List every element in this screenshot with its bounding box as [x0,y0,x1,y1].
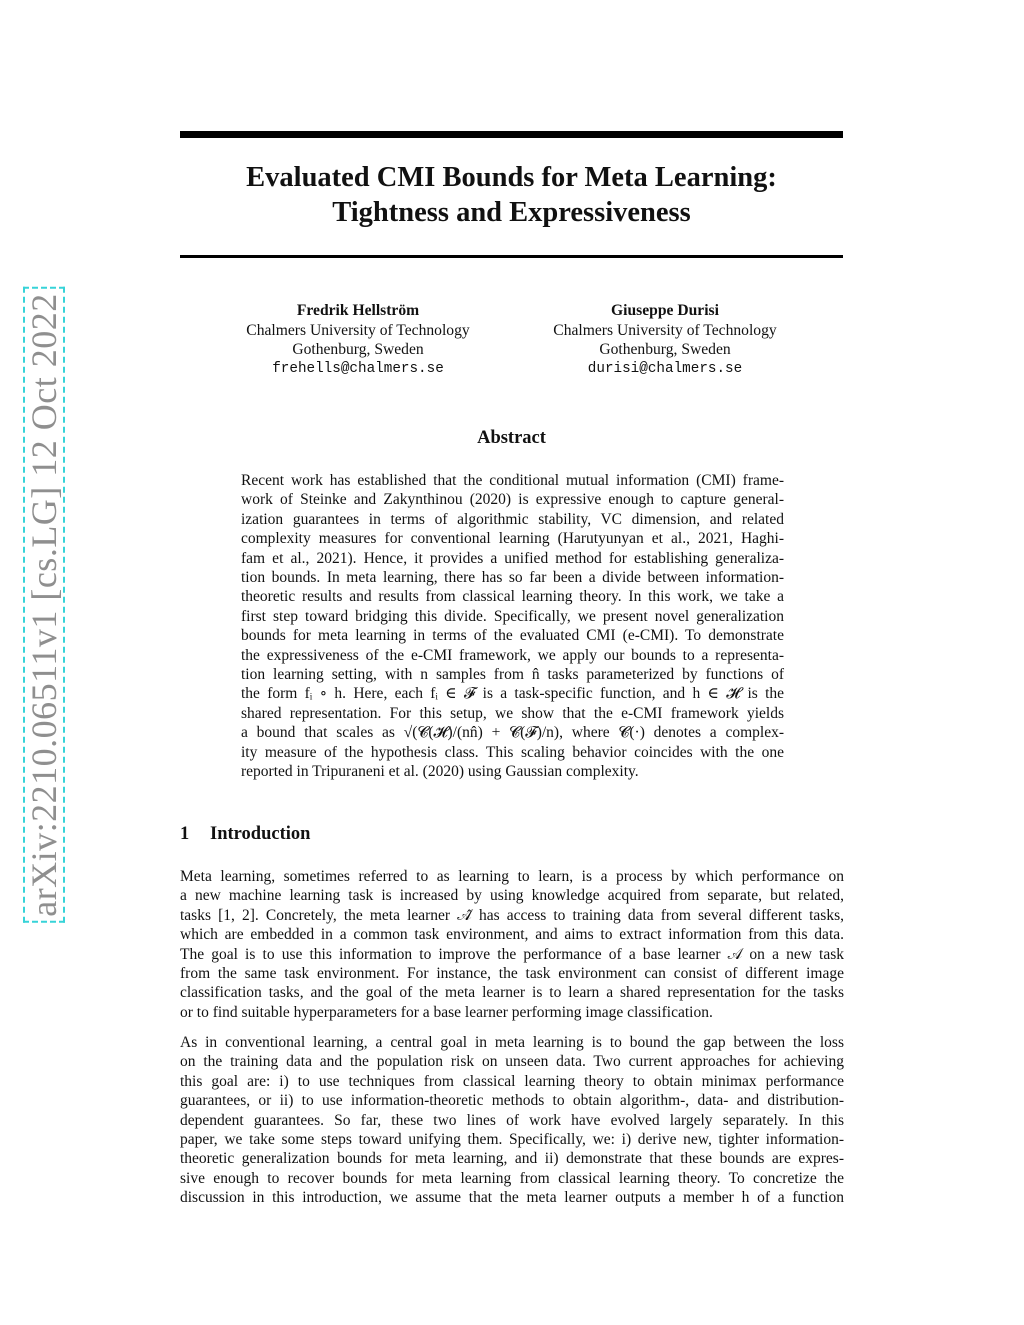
paper-title [180,160,843,230]
title-bottom-rule [180,255,843,258]
abstract-line: complexity measures for conventional learning (Harutyunyan et al., 2021, Haghi- [241,530,784,548]
body-line: As in conventional learning, a central goal in meta learning is to bound the gap between the loss [180,1034,844,1051]
body-line: guarantees, or ii) to use information-theoretic methods to obtain algorithm-, data- and distribution- [180,1092,844,1110]
body-line: this goal are: i) to use techniques from classical learning theory to obtain minimax performance [180,1072,844,1090]
abstract-line: reported in Tripuraneni et al. (2020) using Gaussian complexity. [241,763,639,781]
author-block [208,301,508,379]
abstract-line: a bound that scales as √(𝓒(𝓗)/(nn̂) + 𝓒(𝓕)/n), where 𝓒(·) denotes a complex- [241,724,784,742]
abstract-line: tion bounds. In meta learning, there has so far been a divide between information- [241,569,784,587]
author-affiliation: Chalmers University of Technology [246,321,470,339]
author-block [515,301,815,379]
author-email: frehells@chalmers.se [272,360,444,377]
body-line: which are embedded in a common task environment, and aims to extract information from this data. [180,926,844,944]
abstract-line: work of Steinke and Zakynthinou (2020) is expressive enough to capture general- [241,491,784,509]
abstract-line: fam et al., 2021). Hence, it provides a unified method for establishing generaliza- [241,549,784,567]
author-location: Gothenburg, Sweden [599,341,731,359]
body-line: theoretic generalization bounds for meta learning, and ii) demonstrate that these bounds are expres- [180,1150,844,1168]
section-title: Introduction [210,824,311,844]
abstract-line: theoretic results and results from classical learning theory. In this work, we take a [241,588,784,606]
section-heading [180,824,310,845]
body-line: classification tasks, and the goal of the meta learner is to learn a shared representation for the tasks [180,984,844,1002]
arxiv-stamp[interactable]: arXiv:2210.06511v1 [cs.LG] 12 Oct 2022 [23,287,65,923]
body-line: tasks [1, 2]. Concretely, the meta learner 𝒜̂ has access to training data from several different tasks, [180,906,844,924]
body-line: Meta learning, sometimes referred to as learning to learn, is a process by which performance on [180,868,844,885]
abstract-line: bounds for meta learning in terms of the evaluated CMI (e-CMI). To demonstrate [241,627,784,645]
section-number: 1 [180,824,190,844]
body-line: a new machine learning task is increased by using knowledge acquired from separate, but related, [180,887,844,905]
author-name: Fredrik Hellström [296,302,420,319]
author-affiliation: Chalmers University of Technology [553,321,777,339]
abstract-heading: Abstract [477,428,546,448]
abstract-line: tion learning setting, with n samples from n̂ tasks parameterized by functions of [241,666,784,684]
body-line: on the training data and the population risk on unseen data. Two current approaches for achieving [180,1053,844,1071]
body-line: discussion in this introduction, we assume that the meta learner outputs a member h of a function [180,1189,844,1207]
abstract-line: ization guarantees in terms of algorithmic stability, VC dimension, and related [241,510,784,528]
body-line: or to find suitable hyperparameters for a base learner performing image classification. [180,1003,713,1021]
abstract-line: shared representation. For this setup, we show that the e-CMI framework yields [241,704,784,722]
body-line: dependent guarantees. So far, these two lines of work have evolved largely separately. In this [180,1111,844,1129]
body-line: from the same task environment. For instance, the task environment can consist of different image [180,965,844,983]
author-email: durisi@chalmers.se [587,360,743,377]
intro-paragraph [180,1033,844,1208]
abstract-line: the form fᵢ ∘ h. Here, each fᵢ ∈ 𝓕 is a task-specific function, and h ∈ 𝓗 is the [241,685,784,703]
intro-paragraph [180,867,844,1022]
body-line: paper, we take some steps toward unifying them. Specifically, we: i) derive new, tighter information- [180,1131,844,1149]
abstract-line: the expressiveness of the e-CMI framework, we apply our bounds to a representa- [241,646,784,664]
title-line: Tightness and Expressiveness [332,197,691,228]
author-name: Giuseppe Durisi [611,302,719,319]
body-line: sive enough to recover bounds for meta learning from classical learning theory. To concretize the [180,1169,844,1187]
title-top-rule [180,131,843,138]
abstract-line: Recent work has established that the conditional mutual information (CMI) frame- [241,472,784,489]
title-line: Evaluated CMI Bounds for Meta Learning: [246,162,777,193]
abstract-body [241,471,784,782]
abstract-line: ity measure of the hypothesis class. This scaling behavior coincides with the one [241,743,784,761]
abstract-line: first step toward bridging this divide. Specifically, we present novel generalization [241,607,784,625]
author-location: Gothenburg, Sweden [292,341,424,359]
body-line: The goal is to use this information to improve the performance of a base learner 𝒜 on a new task [180,945,844,963]
